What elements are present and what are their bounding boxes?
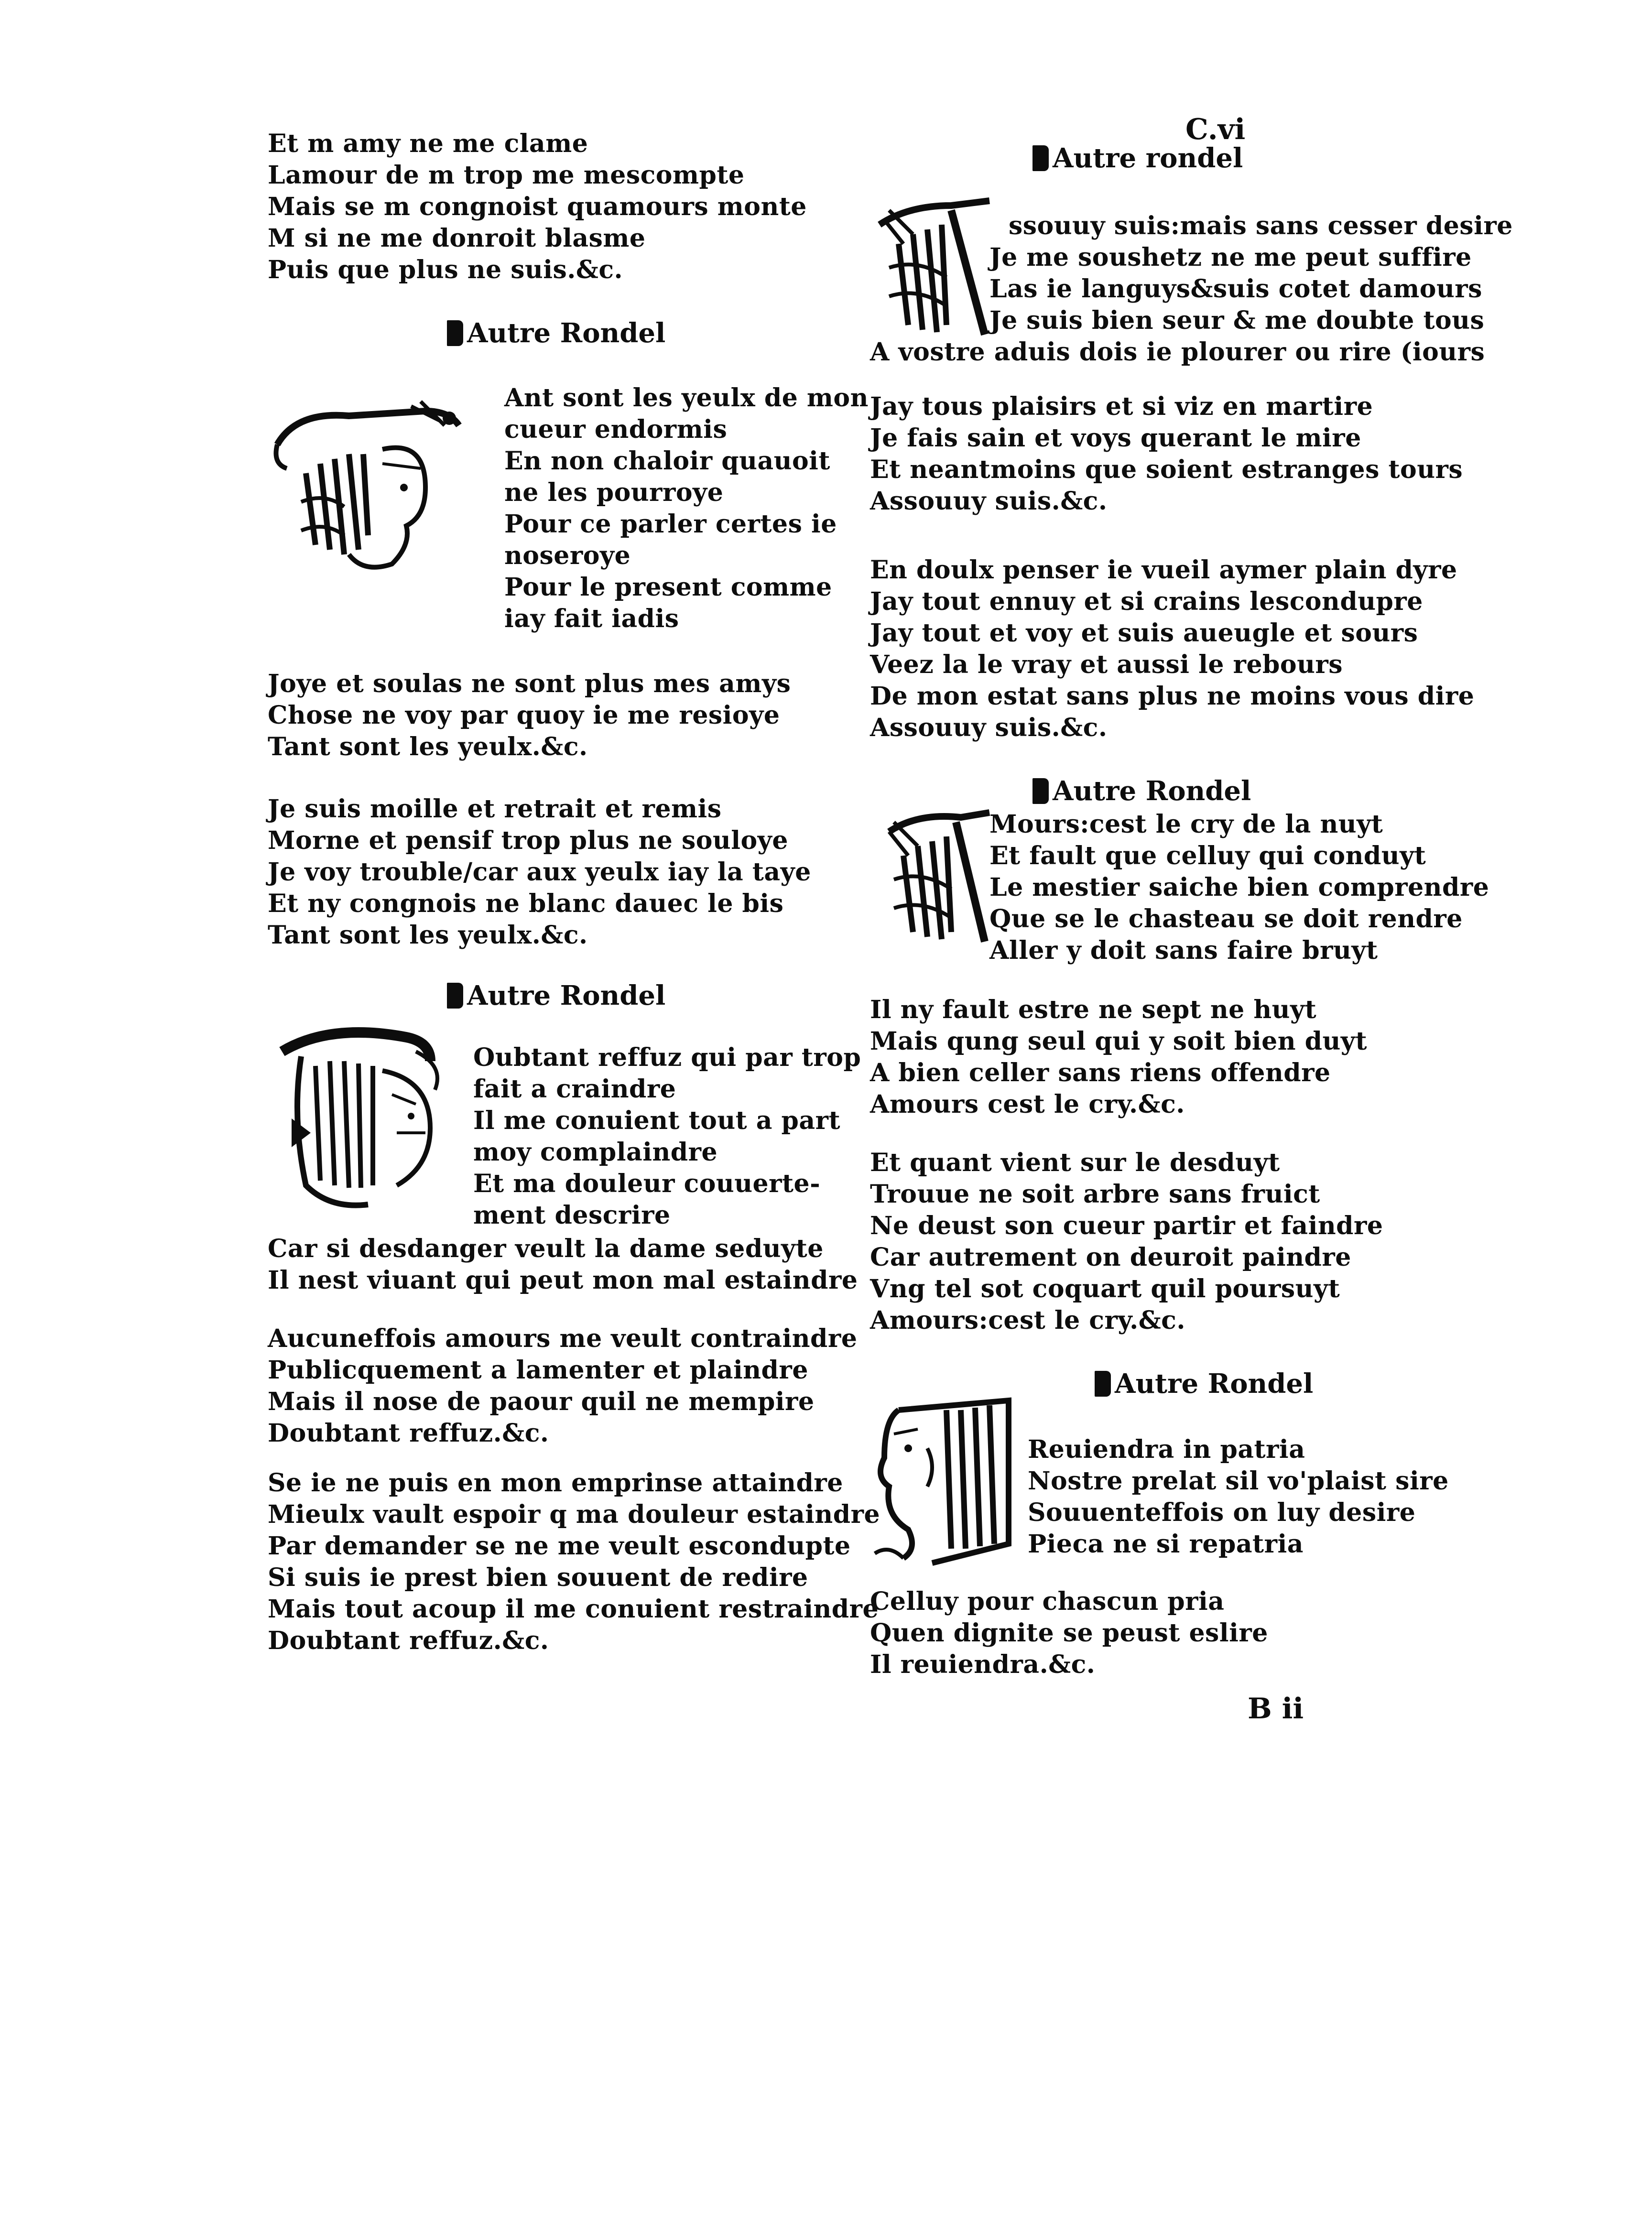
text-line: Trouue ne soit arbre sans fruict [870, 1180, 1320, 1209]
text-line: Quen dignite se peust eslire [870, 1618, 1268, 1648]
text-line: ne les pourroye [504, 478, 724, 507]
rondel6-stanza-2 [870, 1586, 1268, 1681]
text-line: ssouuy suis:mais sans cesser desire [1009, 211, 1513, 240]
pilcrow-icon [447, 320, 463, 346]
text-line: Car autrement on deuroit paindre [870, 1243, 1351, 1272]
text-line: A vostre aduis dois ie plourer ou rire (iours [870, 337, 1485, 367]
text-line: Lamour de m trop me mescompte [268, 161, 745, 190]
text-line: Puis que plus ne suis.&c. [268, 255, 623, 284]
text-line: Morne et pensif trop plus ne souloye [268, 826, 788, 855]
text-line: Ne deust son cueur partir et faindre [870, 1211, 1383, 1240]
text-line: Je suis moille et retrait et remis [268, 794, 722, 824]
text-line: Je fais sain et voys querant le mire [870, 423, 1361, 453]
text-line: Pour ce parler certes ie [504, 510, 837, 539]
signature-mark: B ii [1248, 1692, 1304, 1726]
text-line: Celluy pour chascun pria [870, 1587, 1225, 1616]
text-line: Amours:cest le cry.&c. [870, 1306, 1185, 1335]
text-line: Si suis ie prest bien souuent de redire [268, 1563, 808, 1592]
text-line: Et ma douleur couuerte- [473, 1169, 821, 1198]
text-line: Tant sont les yeulx.&c. [268, 921, 588, 950]
text-line: Se ie ne puis en mon emprinse attaindre [268, 1468, 843, 1498]
text-line: Il me conuient tout a part [473, 1106, 841, 1135]
text-line: Mais il nose de paour quil ne mempire [268, 1387, 815, 1416]
rondel6-intro [1028, 1434, 1449, 1560]
rondel3-stanza-3 [268, 1467, 880, 1657]
text-line: Et fault que celluy qui conduyt [989, 841, 1426, 870]
text-line: Doubtant reffuz.&c. [268, 1626, 549, 1655]
rondel4-stanza-3 [870, 554, 1474, 744]
text-line: Doubtant reffuz.&c. [268, 1419, 549, 1448]
left-stanza-1 [268, 128, 807, 286]
text-line: Amours cest le cry.&c. [870, 1090, 1185, 1119]
text-line: Oubtant reffuz qui par trop [473, 1043, 861, 1072]
text-line: Mais se m congnoist quamours monte [268, 192, 807, 221]
rondel2-stanza-3 [268, 793, 811, 951]
rondel3-continuation [268, 1233, 858, 1296]
rondel-heading: Autre Rondel [447, 979, 665, 1012]
decorated-initial-a-icon [880, 808, 994, 946]
text-line: Mours:cest le cry de la nuyt [989, 810, 1383, 839]
text-line: Vng tel sot coquart quil poursuyt [870, 1274, 1340, 1303]
text-line: Par demander se ne me veult escondupte [268, 1531, 851, 1561]
text-line: ment descrire [473, 1201, 671, 1230]
rondel2-stanza-2 [268, 668, 791, 763]
text-line: Las ie languys&suis cotet damours [989, 274, 1482, 304]
rondel2-intro [504, 382, 869, 635]
text-line: Tant sont les yeulx.&c. [268, 732, 588, 761]
text-line: Mais tout acoup il me conuient restraindre [268, 1595, 879, 1624]
pilcrow-icon [1095, 1371, 1111, 1397]
text-line: A bien celler sans riens offendre [870, 1058, 1331, 1087]
rondel3-intro [473, 1042, 861, 1231]
text-line: Publicquement a lamenter et plaindre [268, 1356, 808, 1385]
text-line: Mais qung seul qui y soit bien duyt [870, 1027, 1368, 1056]
text-line: Et quant vient sur le desduyt [870, 1148, 1280, 1177]
rondel-heading: Autre Rondel [447, 316, 665, 350]
pilcrow-icon [1032, 778, 1049, 804]
text-line: fait a craindre [473, 1075, 676, 1104]
rondel5-stanza-2 [870, 994, 1367, 1120]
text-line: Il ny fault estre ne sept ne huyt [870, 995, 1317, 1024]
text-line: Il nest viuant qui peut mon mal estaindre [268, 1266, 858, 1295]
text-line: Il reuiendra.&c. [870, 1650, 1096, 1679]
text-line: Souuenteffois on luy desire [1028, 1498, 1416, 1527]
rondel-heading: Autre Rondel [1095, 1367, 1313, 1400]
pilcrow-icon [447, 983, 463, 1009]
text-line: Je suis bien seur & me doubte tous [989, 306, 1485, 335]
text-line: Pour le present comme [504, 573, 832, 602]
decorated-initial-d-icon [272, 1023, 478, 1214]
text-line: Aucuneffois amours me veult contraindre [268, 1324, 858, 1353]
decorated-initial-t-icon [268, 392, 478, 574]
rondel-heading: Autre Rondel [1032, 774, 1251, 808]
text-line: Assouuy suis.&c. [870, 713, 1108, 742]
rondel5-intro [989, 809, 1489, 966]
text-line: Ant sont les yeulx de mon [504, 383, 869, 412]
text-line: cueur endormis [504, 415, 728, 444]
text-line: Le mestier saiche bien comprendre [989, 873, 1489, 902]
text-line: En non chaloir quauoit [504, 446, 830, 476]
text-line: iay fait iadis [504, 604, 679, 633]
text-line: Reuiendra in patria [1028, 1435, 1305, 1464]
text-line: Aller y doit sans faire bruyt [989, 936, 1378, 965]
text-line: Chose ne voy par quoy ie me resioye [268, 701, 780, 730]
text-line: Mieulx vault espoir q ma douleur estaindre [268, 1500, 880, 1529]
folio-number: C.vi [1185, 113, 1246, 146]
rondel-heading: Autre rondel [1032, 141, 1243, 175]
rondel3-stanza-2 [268, 1323, 857, 1449]
decorated-initial-i-icon [865, 1391, 1023, 1568]
text-line: En doulx penser ie vueil aymer plain dyre [870, 555, 1457, 585]
text-line: Joye et soulas ne sont plus mes amys [268, 669, 791, 698]
text-line: Jay tout ennuy et si crains lescondupre [870, 587, 1423, 616]
text-line: Pieca ne si repatria [1028, 1530, 1304, 1559]
text-line: Et neantmoins que soient estranges tours [870, 455, 1463, 484]
rondel5-stanza-3 [870, 1147, 1383, 1336]
text-line: Assouuy suis.&c. [870, 487, 1108, 516]
text-line: De mon estat sans plus ne moins vous dire [870, 682, 1475, 711]
text-line: Je me soushetz ne me peut suffire [989, 243, 1472, 272]
rondel4-intro [870, 210, 1513, 368]
text-line: Veez la le vray et aussi le rebours [870, 650, 1343, 679]
text-line: Car si desdanger veult la dame seduyte [268, 1234, 824, 1263]
text-line: moy complaindre [473, 1138, 718, 1167]
text-line: noseroye [504, 541, 631, 570]
text-line: Et ny congnois ne blanc dauec le bis [268, 889, 784, 918]
text-line: Jay tout et voy et suis aueugle et sours [870, 619, 1418, 648]
text-line: M si ne me donroit blasme [268, 224, 646, 253]
text-line: Jay tous plaisirs et si viz en martire [870, 392, 1373, 421]
text-line: Et m amy ne me clame [268, 129, 588, 158]
text-line: Que se le chasteau se doit rendre [989, 904, 1463, 933]
text-line: Je voy trouble/car aux yeulx iay la taye [268, 857, 811, 887]
rondel4-stanza-2 [870, 391, 1463, 517]
pilcrow-icon [1032, 145, 1049, 171]
text-line: Nostre prelat sil vo'plaist sire [1028, 1466, 1449, 1496]
